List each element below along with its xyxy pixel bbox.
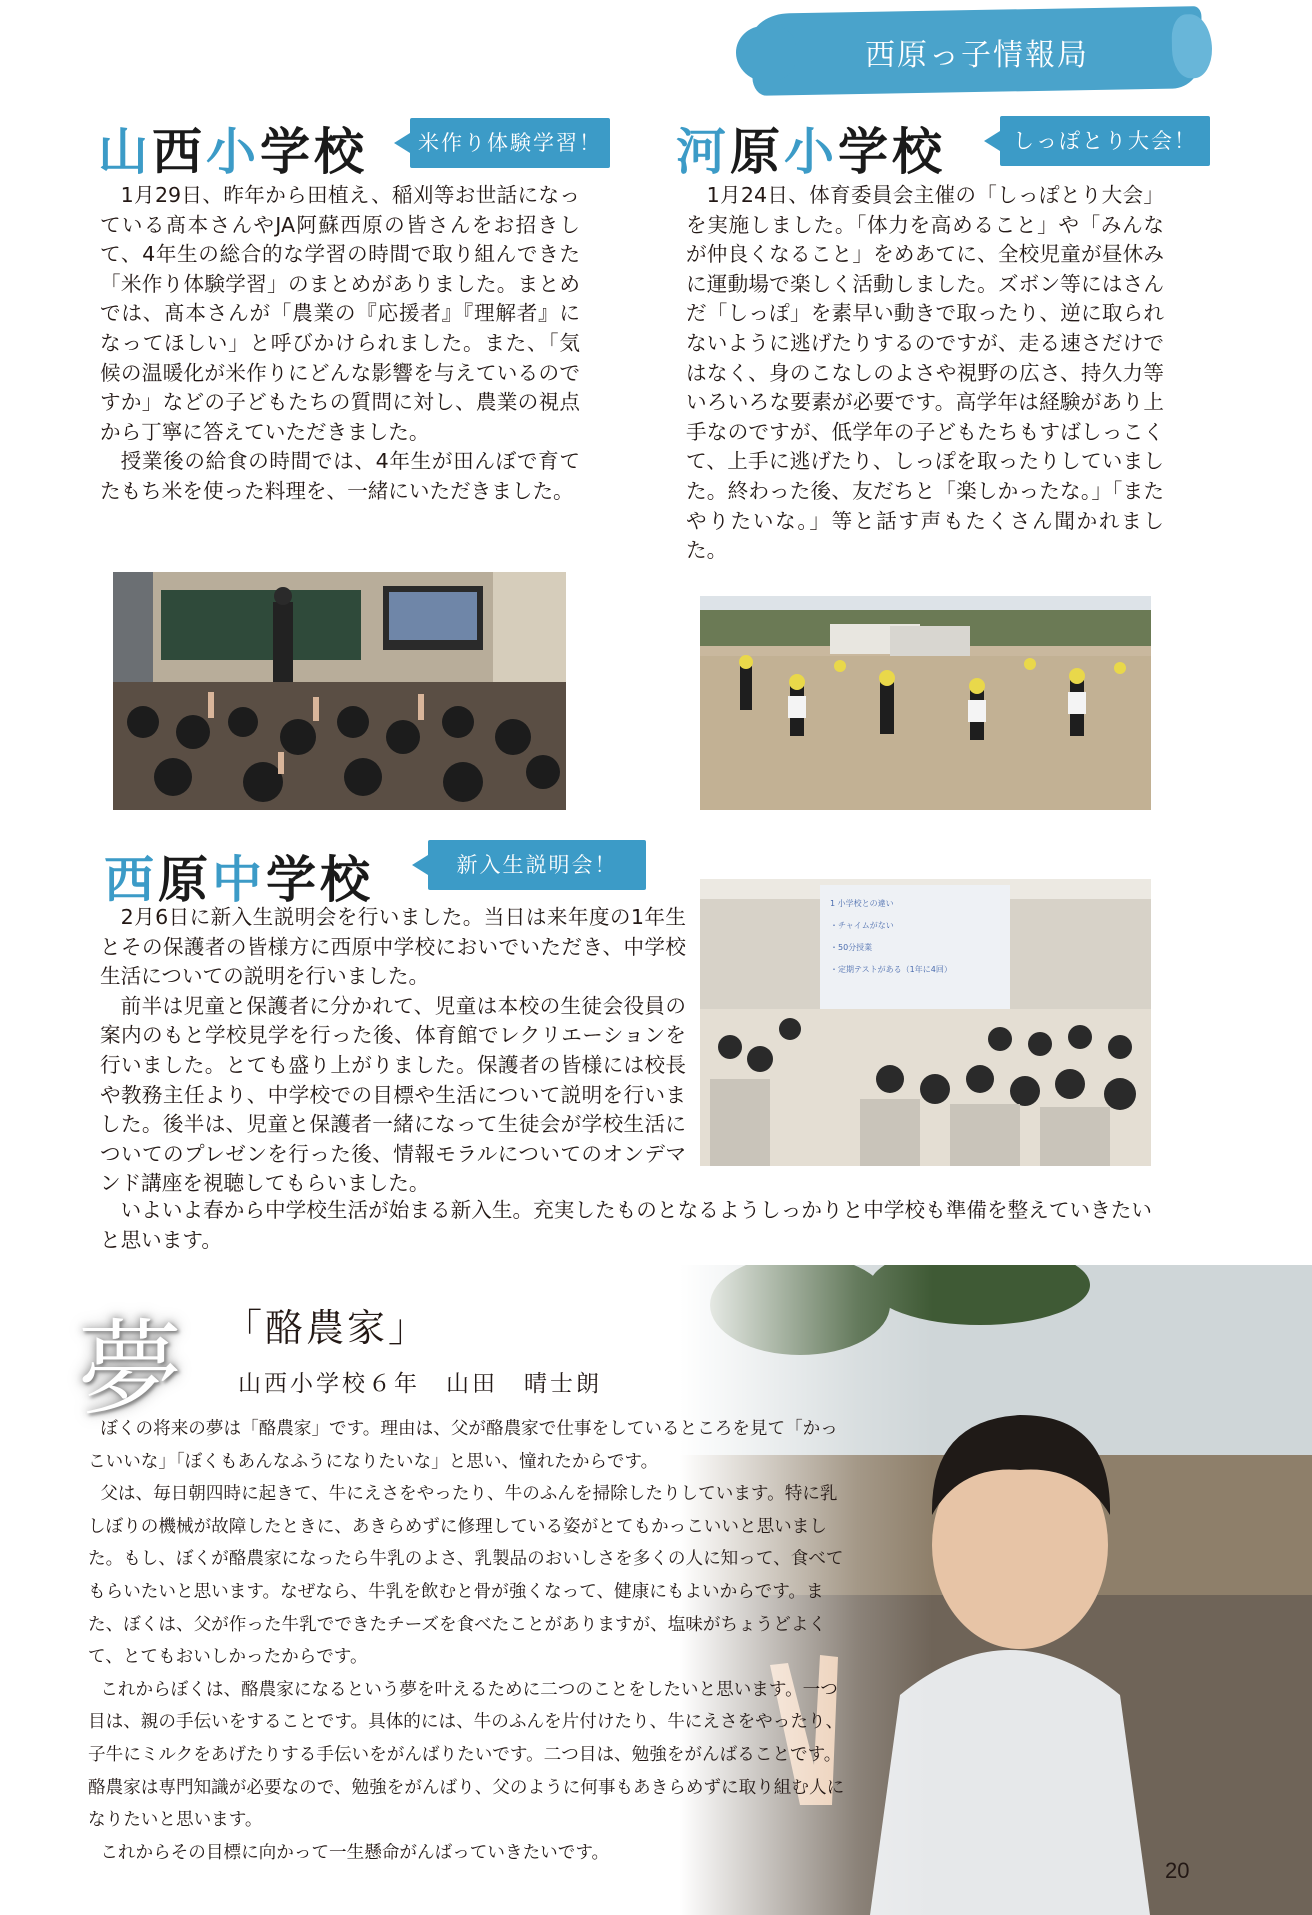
yamanishi-tag: 米作り体験学習！ [410, 118, 610, 168]
nishihara-title [104, 840, 374, 912]
yamanishi-title-part: 西 [152, 123, 206, 181]
essay-body [88, 1413, 854, 1869]
kawara-tag: しっぽとり大会！ [1000, 116, 1210, 166]
nishihara-closing [100, 1196, 1152, 1255]
slide-content [830, 893, 1005, 981]
nishihara-title-part: 中 [212, 851, 266, 909]
nishihara-closing-paragraph: いよいよ春から中学校生活が始まる新入生。充実したものとなるようしっかりと中学校も準備を整えていきたいと思います。 [100, 1198, 1152, 1252]
kawara-title-part: 学校 [838, 123, 946, 181]
slide-item: ・チャイムがない [830, 921, 894, 930]
yamanishi-title-part: 山 [98, 123, 152, 181]
nishihara-tag: 新入生説明会！ [428, 840, 646, 890]
essay-paragraph: これからぼくは、酪農家になるという夢を叶えるために二つのことをしたいと思います。一つ目は、親の手伝いをすることです。具体的には、牛のふんを片付けたり、牛にえさをやったり、子牛にミルクをあげたりする手伝いをがんばりたいです。二つ目は、勉強をがんばることです。酪農家は専門知識が必要なので、勉強をがんばり、父のように何事もあきらめずに取り組む人になりたいと思います。 [88, 1679, 845, 1831]
nishihara-hall-photo [700, 879, 1151, 1166]
kawara-title [676, 112, 946, 184]
kawara-playground-photo [700, 596, 1151, 810]
yamanishi-title-part: 小 [206, 123, 260, 181]
nishihara-title-part: 西 [104, 851, 158, 909]
essay-author: 山西小学校６年 山田 晴士朗 [238, 1371, 602, 1397]
yamanishi-title-part: 学校 [260, 123, 368, 181]
yamanishi-paragraph: 1月29日、昨年から田植え、稲刈等お世話になっている髙本さんやJA阿蘇西原の皆さんをお招きして、4年生の総合的な学習の時間で取り組んできた「米作り体験学習」のまとめがありました。まとめでは、髙本さんが「農業の『応援者』『理解者』になってほしい」と呼びかけられました。また、「気候の温暖化が米作りにどんな影響を与えているのですか」などの子どもたちの質問に対し、農業の視点から丁寧に答えていただきました。 [100, 183, 580, 444]
nishihara-title-part: 学校 [266, 851, 374, 909]
essay-paragraph: 父は、毎日朝四時に起きて、牛にえさをやったり、牛のふんを掃除したりしています。特に乳しぼりの機械が故障したときに、あきらめずに修理している姿がとてもかっこいいと思いました。もし、ぼくが酪農家になったら牛乳のよさ、乳製品のおいしさを多くの人に知って、食べてもらいたいと思います。なぜなら、牛乳を飲むと骨が強くなって、健康にもよいからです。また、ぼくは、父が作った牛乳でできたチーズを食べたことがありますが、塩味がちょうどよくて、とてもおいしかったからです。 [88, 1484, 844, 1668]
nishihara-paragraph: 2月6日に新入生説明会を行いました。当日は来年度の1年生とその保護者の皆様方に西原中学校においでいただき、中学校生活についての説明を行いました。 [100, 905, 686, 989]
essay-paragraph: ぼくの将来の夢は「酪農家」です。理由は、父が酪農家で仕事をしているところを見て「かっこいいな」「ぼくもあんなふうになりたいな」と思い、憧れたからです。 [88, 1419, 838, 1472]
dream-kanji: 夢 [78, 1308, 183, 1430]
nishihara-paragraph: 前半は児童と保護者に分かれて、児童は本校の生徒会役員の案内のもと学校見学を行った後、体育館でレクリエーションを行いました。とても盛り上がりました。保護者の皆様には校長や教務主任より、中学校での目標や生活について説明を行いました。後半は、児童と保護者一緒になって生徒会が学校生活についてのプレゼンを行った後、情報モラルについてのオンデマンド講座を視聴してもらいました。 [100, 993, 686, 1196]
yamanishi-article [100, 181, 580, 507]
yamanishi-paragraph: 授業後の給食の時間では、4年生が田んぼで育てたもち米を使った料理を、一緒にいただきました。 [100, 449, 580, 503]
kawara-paragraph: 1月24日、体育委員会主催の「しっぽとり大会」を実施しました。「体力を高めること」や「みんなが仲良くなること」をめあてに、全校児童が昼休みに運動場で楽しく活動しました。ズボン等にはさんだ「しっぽ」を素早い動きで取ったり、逆に取られないように逃げたりするのですが、走る速さだけではなく、身のこなしのよさや視野の広さ、持久力等いろいろな要素が必要です。高学年は経験があり上手なのですが、低学年の子どもたちもすばしっこくて、上手に逃げたり、しっぽを取ったりしていました。終わった後、友だちと「楽しかったな。」「またやりたいな。」等と話す声もたくさん聞かれました。 [686, 183, 1164, 563]
yamanishi-classroom-photo [113, 572, 566, 810]
slide-item: ・定期テストがある（1年に4回） [830, 965, 952, 974]
header-banner-text: 西原っ子情報局 [865, 38, 1089, 73]
slide-heading: 1 小学校との違い [830, 899, 894, 908]
kawara-title-part: 河 [676, 123, 730, 181]
kawara-title-part: 小 [784, 123, 838, 181]
page-number: 20 [1165, 1858, 1190, 1883]
nishihara-article [100, 903, 686, 1199]
kawara-article [686, 181, 1164, 566]
yamanishi-title [98, 112, 368, 184]
nishihara-title-part: 原 [158, 851, 212, 909]
essay-paragraph: これからその目標に向かって一生懸命がんばっていきたいです。 [100, 1842, 610, 1863]
slide-item: ・50分授業 [830, 943, 873, 952]
kawara-title-part: 原 [730, 123, 784, 181]
essay-title: 「酪農家」 [224, 1306, 430, 1350]
